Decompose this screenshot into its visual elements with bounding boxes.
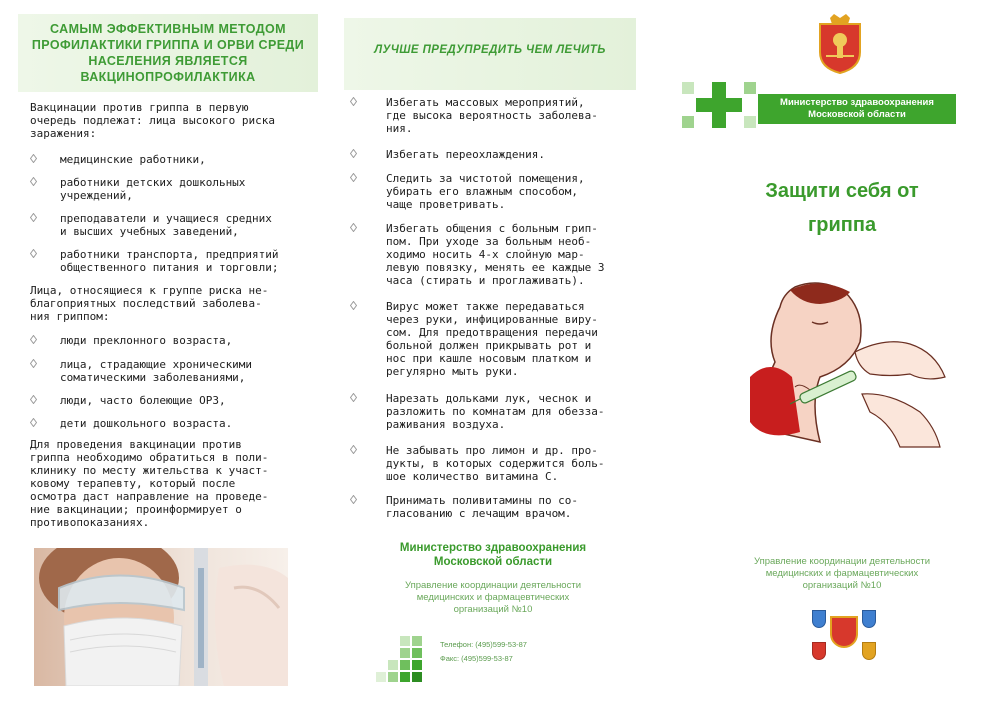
list-item — [386, 392, 636, 431]
diamond-bullet-icon — [350, 393, 357, 402]
diamond-bullet-icon — [30, 418, 37, 427]
diamond-bullet-icon — [30, 335, 37, 344]
department-line: медицинских и фармацевтических — [765, 568, 919, 579]
right-panel — [672, 0, 1000, 708]
vaccination-photo — [34, 548, 288, 686]
list-item — [386, 444, 636, 483]
list-item-text: раживания воздуха. — [386, 418, 506, 431]
list-item-text: пом. При уходе за больным необ- — [386, 235, 592, 248]
list-item-text: Избегать переохлаждения. — [386, 148, 545, 161]
list-item-text: люди преклонного возраста, — [60, 334, 233, 347]
list-item-text: больной должен прикрывать рот и — [386, 339, 592, 352]
intro-line: очередь подлежат: лица высокого риска — [30, 114, 276, 127]
department-line: медицинских и фармацевтических — [416, 592, 570, 603]
list-item-text: часа (стирать и проглаживать). — [386, 274, 585, 287]
list-item-text: гласованию с лечащим врачом. — [386, 507, 572, 520]
list-item-text: учреждений, — [60, 189, 133, 202]
moscow-oblast-emblem-icon — [816, 12, 864, 74]
list-item-text: Избегать массовых мероприятий, — [386, 96, 585, 109]
procedure-line: гриппа необходимо обратиться в поли- — [30, 451, 269, 464]
list-item — [60, 394, 320, 407]
diamond-bullet-icon — [30, 359, 37, 368]
procedure-line: осмотра даст направление на проведе- — [30, 490, 269, 503]
ministry-banner — [758, 94, 956, 124]
procedure-line: клинику по месту жительства к участ- — [30, 464, 269, 477]
list-item-text: ния. — [386, 122, 413, 135]
injection-illustration — [750, 282, 950, 452]
procedure-line: ковому терапевту, который после — [30, 477, 236, 490]
list-item-text: общественного питания и торговли; — [60, 261, 279, 274]
ministry-line: Московской области — [433, 556, 553, 568]
ministry-line: Министерство здравоохранения — [780, 97, 934, 108]
brochure-title — [692, 174, 992, 242]
title-line: Защити себя от — [765, 180, 919, 202]
list-item — [60, 358, 320, 384]
fax-number: Факс: (495)599-53-87 — [440, 654, 513, 663]
list-item-text: Принимать поливитамины по со- — [386, 494, 579, 507]
list-item-text: и высших учебных заведений, — [60, 225, 239, 238]
list-item-text: ходимо носить 4-х слойную мар- — [386, 248, 585, 261]
list-item — [386, 172, 636, 211]
list-item-text: Следить за чистотой помещения, — [386, 172, 585, 185]
department-name — [368, 580, 618, 616]
intro-paragraph — [30, 101, 320, 140]
phone-number: Телефон: (495)599-53-87 — [440, 640, 527, 649]
list-item — [60, 248, 320, 274]
list-item-text: дети дошкольного возраста. — [60, 417, 233, 430]
diamond-bullet-icon — [30, 154, 37, 163]
diamond-bullet-icon — [30, 213, 37, 222]
intro-line: заражения: — [30, 127, 97, 140]
middle-panel — [338, 0, 638, 708]
diamond-bullet-icon — [350, 445, 357, 454]
ministry-line: Министерство здравоохранения — [399, 542, 587, 554]
ministry-line: Московской области — [808, 109, 906, 120]
list-item — [60, 417, 320, 430]
department-line: организаций №10 — [802, 580, 882, 591]
diamond-bullet-icon — [350, 223, 357, 232]
list-item-text: где высока вероятность заболева- — [386, 109, 598, 122]
department-line: Управление координации деятельности — [753, 556, 931, 567]
risk-line: ния гриппом: — [30, 310, 110, 323]
procedure-line: Для проведения вакцинации против — [30, 438, 242, 451]
list-item-text: Нарезать дольками лук, чеснок и — [386, 392, 592, 405]
left-panel — [0, 0, 330, 708]
left-panel-header: САМЫМ ЭФФЕКТИВНЫМ МЕТОДОМ ПРОФИЛАКТИКИ ГРИППА И ОРВИ СРЕДИ НАСЕЛЕНИЯ ЯВЛЯЕТСЯ ВАКЦИНОПРОФИЛАКТИКА — [18, 14, 318, 92]
list-item — [60, 153, 320, 166]
middle-panel-header: ЛУЧШЕ ПРЕДУПРЕДИТЬ ЧЕМ ЛЕЧИТЬ — [344, 18, 636, 90]
list-item-text: медицинские работники, — [60, 153, 206, 166]
ministry-name — [368, 541, 618, 569]
list-item-text: лица, страдающие хроническими — [60, 358, 253, 371]
district-emblem-icon — [830, 616, 858, 648]
procedure-line: противопоказаниях. — [30, 516, 150, 529]
procedure-paragraph — [30, 438, 320, 529]
list-item — [60, 212, 320, 238]
list-item — [60, 176, 320, 202]
diamond-bullet-icon — [350, 301, 357, 310]
list-item-text: убирать его влажным способом, — [386, 185, 579, 198]
list-item-text: дукты, в которых содержится боль- — [386, 457, 605, 470]
list-item — [386, 222, 636, 287]
diamond-bullet-icon — [30, 249, 37, 258]
district-emblem-icon — [862, 642, 876, 660]
list-item-text: чаще проветривать. — [386, 198, 506, 211]
list-item-text: Вирус может также передаваться — [386, 300, 585, 313]
diamond-bullet-icon — [350, 97, 357, 106]
district-emblem-icon — [862, 610, 876, 628]
list-item — [386, 148, 636, 161]
list-item-text: Не забывать про лимон и др. про- — [386, 444, 598, 457]
list-item-text: регулярно мыть руки. — [386, 365, 519, 378]
risk-line: Лица, относящиеся к группе риска не- — [30, 284, 269, 297]
department-line: организаций №10 — [453, 604, 533, 615]
list-item — [60, 334, 320, 347]
list-item-text: шое количество витамина С. — [386, 470, 559, 483]
list-item-text: люди, часто болеющие ОРЗ, — [60, 394, 226, 407]
list-item-text: преподаватели и учащиеся средних — [60, 212, 272, 225]
title-line: гриппа — [807, 214, 877, 236]
diamond-bullet-icon — [30, 395, 37, 404]
list-item — [386, 96, 636, 135]
diamond-bullet-icon — [30, 177, 37, 186]
list-item-text: сом. Для предотвращения передачи — [386, 326, 598, 339]
procedure-line: ние вакцинации; проинформирует о — [30, 503, 242, 516]
list-item-text: левую повязку, менять ее каждые 3 — [386, 261, 605, 274]
district-emblem-icon — [812, 642, 826, 660]
list-item-text: нос при кашле носовым платком и — [386, 352, 592, 365]
district-emblem-icon — [812, 610, 826, 628]
list-item-text: работники детских дошкольных — [60, 176, 246, 189]
list-item-text: через руки, инфицированные виру- — [386, 313, 598, 326]
district-emblems — [812, 606, 882, 664]
intro-line: Вакцинации против гриппа в первую — [30, 101, 249, 114]
list-item-text: Избегать общения с больным грип- — [386, 222, 598, 235]
list-item — [386, 494, 636, 520]
diamond-bullet-icon — [350, 495, 357, 504]
risk-paragraph — [30, 284, 320, 323]
department-line: Управление координации деятельности — [404, 580, 582, 591]
list-item-text: соматическими заболеваниями, — [60, 371, 246, 384]
list-item-text: разложить по комнатам для обезза- — [386, 405, 605, 418]
diamond-bullet-icon — [350, 173, 357, 182]
department-name — [712, 556, 972, 592]
list-item — [386, 300, 636, 378]
diamond-bullet-icon — [350, 149, 357, 158]
list-item-text: работники транспорта, предприятий — [60, 248, 279, 261]
risk-line: благоприятных последствий заболева- — [30, 297, 262, 310]
